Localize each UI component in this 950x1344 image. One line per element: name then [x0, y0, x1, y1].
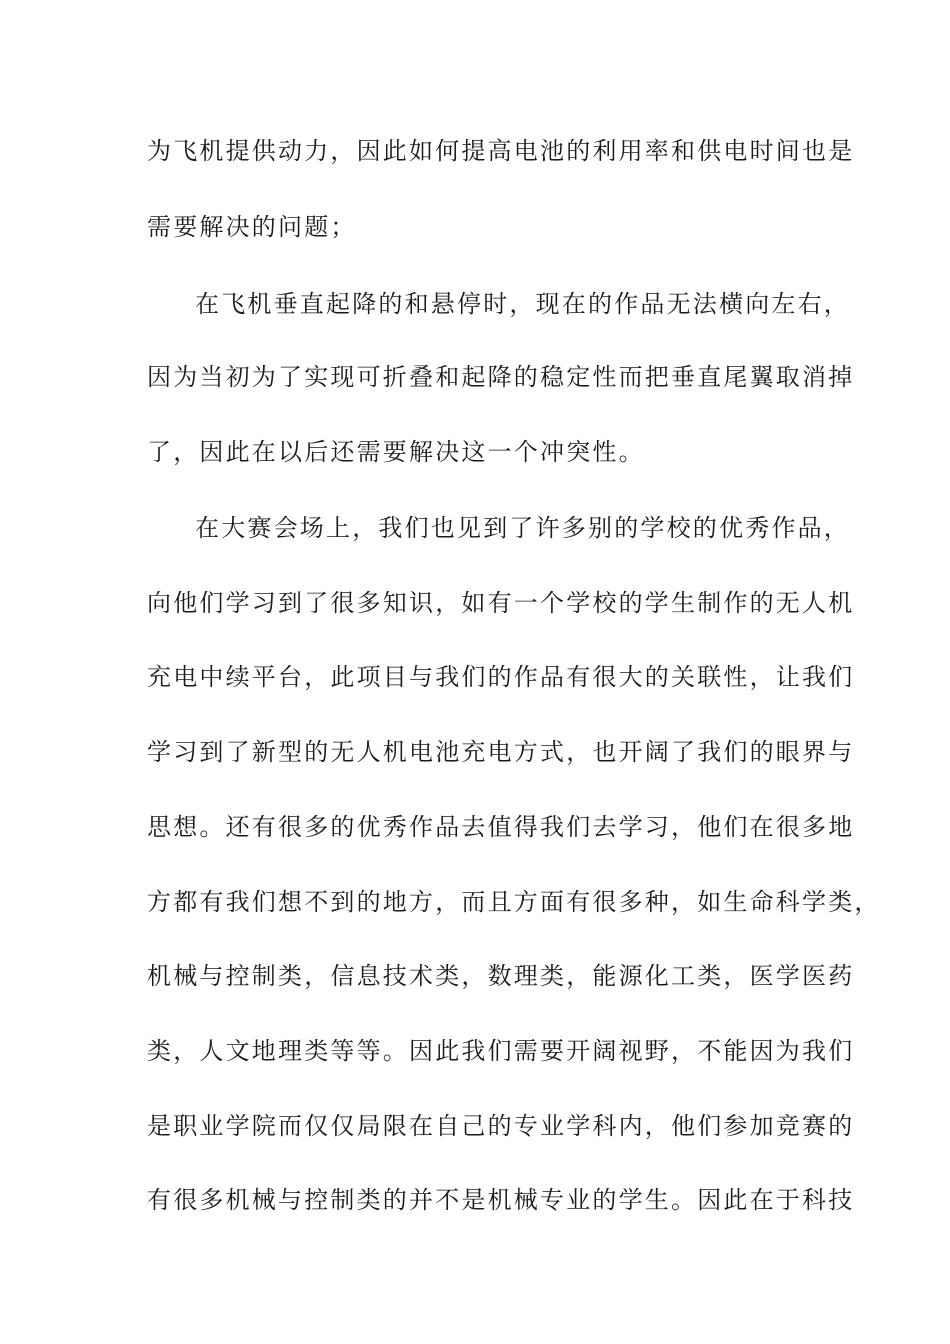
paragraph-line: 是职业学院而仅仅局限在自己的专业学科内，他们参加竞赛的	[147, 1112, 855, 1140]
paragraph-line: 有很多机械与控制类的并不是机械专业的学生。因此在于科技	[147, 1186, 855, 1214]
paragraph-line: 学习到了新型的无人机电池充电方式，也开阔了我们的眼界与	[147, 738, 855, 766]
paragraph-line: 向他们学习到了很多知识，如有一个学校的学生制作的无人机	[147, 589, 855, 617]
paragraph-line: 类，人文地理类等等。因此我们需要开阔视野，不能因为我们	[147, 1037, 855, 1065]
paragraph-line: 在飞机垂直起降的和悬停时，现在的作品无法横向左右，	[195, 290, 850, 318]
paragraph-line: 充电中续平台，此项目与我们的作品有很大的关联性，让我们	[147, 663, 855, 691]
paragraph-line: 需要解决的问题；	[147, 213, 357, 241]
paragraph-line: 了，因此在以后还需要解决这一个冲突性。	[147, 438, 645, 466]
paragraph-line: 在大赛会场上，我们也见到了许多别的学校的优秀作品，	[195, 514, 850, 542]
paragraph-line: 机械与控制类，信息技术类，数理类，能源化工类，医学医药	[147, 962, 855, 990]
paragraph-line: 为飞机提供动力，因此如何提高电池的利用率和供电时间也是	[147, 137, 855, 165]
paragraph-line: 因为当初为了实现可折叠和起降的稳定性而把垂直尾翼取消掉	[147, 363, 855, 391]
paragraph-line: 思想。还有很多的优秀作品去值得我们去学习，他们在很多地	[147, 813, 855, 841]
paragraph-line: 方都有我们想不到的地方，而且方面有很多种，如生命科学类，	[147, 888, 881, 916]
